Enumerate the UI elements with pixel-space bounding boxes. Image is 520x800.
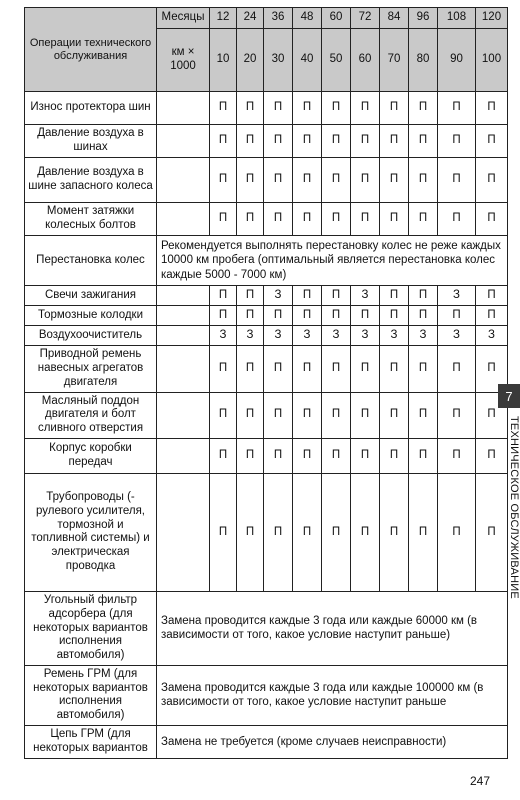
- schedule-cell: П: [210, 392, 237, 438]
- schedule-cell: П: [409, 92, 438, 125]
- maintenance-schedule-table: [24, 7, 508, 759]
- schedule-cell: П: [237, 286, 264, 306]
- schedule-cell: П: [438, 158, 476, 203]
- chapter-number-tab: 7: [498, 384, 520, 408]
- schedule-cell: П: [351, 306, 380, 326]
- schedule-cell: П: [264, 92, 293, 125]
- schedule-cell: П: [293, 438, 322, 473]
- schedule-cell: П: [264, 392, 293, 438]
- month-header: 60: [322, 8, 351, 29]
- schedule-cell: П: [351, 125, 380, 158]
- schedule-cell: П: [409, 158, 438, 203]
- schedule-cell: П: [380, 286, 409, 306]
- table-body: [25, 92, 508, 759]
- km-header: 70: [380, 29, 409, 92]
- table-row: [25, 591, 508, 665]
- month-header: 96: [409, 8, 438, 29]
- schedule-cell: П: [380, 203, 409, 236]
- operation-note: Замена не требуется (кроме случаев неисправности): [157, 726, 508, 759]
- km-label: км × 1000: [157, 29, 210, 92]
- schedule-cell: З: [351, 286, 380, 306]
- operation-name: Давление воздуха в шинах: [25, 125, 157, 158]
- schedule-cell: П: [237, 125, 264, 158]
- table-row: [25, 726, 508, 759]
- km-header: 60: [351, 29, 380, 92]
- schedule-cell: П: [293, 92, 322, 125]
- schedule-cell: П: [210, 306, 237, 326]
- schedule-cell: П: [438, 438, 476, 473]
- table-row: [25, 306, 508, 326]
- operation-note: Рекомендуется выполнять перестановку колес не реже каждых 10000 км пробега (оптимальный является перестановка колес каждые 5000 - 7000 км): [157, 236, 508, 286]
- schedule-cell: П: [351, 92, 380, 125]
- chapter-title: ТЕХНИЧЕСКОЕ ОБСЛУЖИВАНИЕ: [508, 415, 520, 599]
- schedule-cell: П: [293, 346, 322, 392]
- table-row: [25, 286, 508, 306]
- schedule-cell: П: [476, 92, 508, 125]
- schedule-cell: З: [380, 326, 409, 346]
- schedule-cell: П: [476, 203, 508, 236]
- schedule-cell: З: [264, 326, 293, 346]
- operation-name: Свечи зажигания: [25, 286, 157, 306]
- schedule-cell: П: [322, 286, 351, 306]
- schedule-cell: П: [293, 125, 322, 158]
- schedule-cell: П: [438, 92, 476, 125]
- month-header: 84: [380, 8, 409, 29]
- km-header: 90: [438, 29, 476, 92]
- empty-cell: [157, 346, 210, 392]
- schedule-cell: П: [264, 438, 293, 473]
- km-header: 80: [409, 29, 438, 92]
- schedule-cell: П: [476, 392, 508, 438]
- operation-name: Цепь ГРМ (для некоторых вариантов: [25, 726, 157, 759]
- schedule-cell: П: [409, 286, 438, 306]
- schedule-cell: П: [438, 346, 476, 392]
- schedule-cell: П: [293, 158, 322, 203]
- schedule-cell: П: [380, 158, 409, 203]
- schedule-cell: П: [210, 92, 237, 125]
- schedule-cell: П: [409, 125, 438, 158]
- schedule-cell: З: [438, 286, 476, 306]
- schedule-cell: П: [293, 286, 322, 306]
- operation-name: Тормозные колодки: [25, 306, 157, 326]
- schedule-cell: П: [351, 473, 380, 591]
- operation-note: Замена проводится каждые 3 года или каждые 60000 км (в зависимости от того, какое условие наступит раньше): [157, 591, 508, 665]
- schedule-cell: П: [293, 392, 322, 438]
- schedule-cell: П: [476, 125, 508, 158]
- schedule-cell: П: [210, 125, 237, 158]
- schedule-cell: П: [322, 158, 351, 203]
- empty-cell: [157, 92, 210, 125]
- table-row: [25, 125, 508, 158]
- schedule-cell: П: [438, 125, 476, 158]
- schedule-cell: П: [264, 125, 293, 158]
- schedule-cell: З: [293, 326, 322, 346]
- schedule-cell: П: [351, 203, 380, 236]
- schedule-cell: П: [351, 392, 380, 438]
- schedule-cell: П: [476, 306, 508, 326]
- empty-cell: [157, 473, 210, 591]
- table-row: [25, 392, 508, 438]
- schedule-cell: З: [237, 326, 264, 346]
- schedule-cell: П: [293, 306, 322, 326]
- empty-cell: [157, 326, 210, 346]
- schedule-cell: П: [409, 346, 438, 392]
- corner-header: Операции технического обслуживания: [25, 8, 157, 92]
- schedule-cell: П: [264, 158, 293, 203]
- schedule-cell: П: [237, 473, 264, 591]
- schedule-cell: П: [210, 286, 237, 306]
- schedule-cell: П: [264, 473, 293, 591]
- operation-name: Приводной ремень навесных агрегатов двигателя: [25, 346, 157, 392]
- month-header: 24: [237, 8, 264, 29]
- schedule-cell: П: [210, 346, 237, 392]
- month-header: 36: [264, 8, 293, 29]
- empty-cell: [157, 438, 210, 473]
- operation-name: Масляный поддон двигателя и болт сливного отверстия: [25, 392, 157, 438]
- operation-name: Давление воздуха в шине запасного колеса: [25, 158, 157, 203]
- schedule-cell: П: [380, 438, 409, 473]
- schedule-cell: П: [264, 306, 293, 326]
- km-header: 40: [293, 29, 322, 92]
- schedule-cell: П: [322, 125, 351, 158]
- schedule-cell: П: [476, 158, 508, 203]
- schedule-cell: П: [322, 438, 351, 473]
- schedule-cell: П: [409, 473, 438, 591]
- schedule-cell: П: [438, 203, 476, 236]
- schedule-cell: П: [210, 158, 237, 203]
- schedule-cell: П: [322, 92, 351, 125]
- schedule-cell: П: [438, 473, 476, 591]
- table-row: [25, 665, 508, 725]
- operation-name: Воздухоочиститель: [25, 326, 157, 346]
- table-row: [25, 158, 508, 203]
- page-number: 247: [469, 774, 490, 788]
- schedule-cell: П: [293, 203, 322, 236]
- schedule-cell: П: [351, 346, 380, 392]
- schedule-cell: П: [380, 392, 409, 438]
- empty-cell: [157, 392, 210, 438]
- schedule-cell: П: [351, 158, 380, 203]
- schedule-cell: П: [237, 346, 264, 392]
- schedule-cell: П: [264, 346, 293, 392]
- schedule-cell: П: [409, 203, 438, 236]
- table-header: [25, 8, 508, 92]
- schedule-cell: П: [409, 438, 438, 473]
- operation-name: Момент затяжки колесных болтов: [25, 203, 157, 236]
- month-header: 120: [476, 8, 508, 29]
- schedule-cell: П: [237, 392, 264, 438]
- table-row: [25, 473, 508, 591]
- schedule-cell: З: [322, 326, 351, 346]
- table-row: [25, 203, 508, 236]
- schedule-cell: З: [409, 326, 438, 346]
- month-header: 108: [438, 8, 476, 29]
- schedule-cell: З: [351, 326, 380, 346]
- schedule-cell: П: [476, 286, 508, 306]
- schedule-cell: П: [322, 346, 351, 392]
- schedule-cell: П: [380, 473, 409, 591]
- schedule-cell: П: [237, 438, 264, 473]
- operation-name: Перестановка колес: [25, 236, 157, 286]
- table-row: [25, 438, 508, 473]
- schedule-cell: З: [264, 286, 293, 306]
- table-row: [25, 326, 508, 346]
- operation-name: Трубопроводы (-рулевого усилителя, тормозной и топливной системы) и электрическая проводка: [25, 473, 157, 591]
- schedule-cell: П: [210, 473, 237, 591]
- month-header: 72: [351, 8, 380, 29]
- operation-name: Угольный фильтр адсорбера (для некоторых вариантов исполнения автомобиля): [25, 591, 157, 665]
- schedule-cell: П: [322, 203, 351, 236]
- km-header: 30: [264, 29, 293, 92]
- schedule-cell: П: [380, 346, 409, 392]
- empty-cell: [157, 286, 210, 306]
- schedule-cell: П: [237, 158, 264, 203]
- schedule-cell: П: [210, 438, 237, 473]
- schedule-cell: П: [210, 203, 237, 236]
- schedule-cell: З: [476, 326, 508, 346]
- month-header: 48: [293, 8, 322, 29]
- empty-cell: [157, 125, 210, 158]
- schedule-cell: П: [380, 306, 409, 326]
- schedule-cell: З: [438, 326, 476, 346]
- operation-name: Ремень ГРМ (для некоторых вариантов исполнения автомобиля): [25, 665, 157, 725]
- schedule-cell: П: [380, 125, 409, 158]
- schedule-cell: П: [438, 392, 476, 438]
- empty-cell: [157, 158, 210, 203]
- months-label: Месяцы: [157, 8, 210, 29]
- operation-name: Корпус коробки передач: [25, 438, 157, 473]
- schedule-cell: П: [351, 438, 380, 473]
- schedule-cell: П: [322, 473, 351, 591]
- km-header: 100: [476, 29, 508, 92]
- table-row: [25, 92, 508, 125]
- operation-name: Износ протектора шин: [25, 92, 157, 125]
- km-header: 50: [322, 29, 351, 92]
- empty-cell: [157, 203, 210, 236]
- schedule-cell: П: [237, 203, 264, 236]
- schedule-cell: З: [210, 326, 237, 346]
- schedule-cell: П: [293, 473, 322, 591]
- schedule-cell: П: [380, 92, 409, 125]
- table-row: [25, 346, 508, 392]
- schedule-cell: П: [476, 473, 508, 591]
- schedule-cell: П: [476, 438, 508, 473]
- km-header: 10: [210, 29, 237, 92]
- schedule-cell: П: [476, 346, 508, 392]
- schedule-cell: П: [264, 203, 293, 236]
- empty-cell: [157, 306, 210, 326]
- schedule-cell: П: [438, 306, 476, 326]
- schedule-cell: П: [409, 392, 438, 438]
- schedule-cell: П: [409, 306, 438, 326]
- month-header: 12: [210, 8, 237, 29]
- operation-note: Замена проводится каждые 3 года или каждые 100000 км (в зависимости от того, какое условие наступит раньше: [157, 665, 508, 725]
- schedule-cell: П: [237, 92, 264, 125]
- km-header: 20: [237, 29, 264, 92]
- schedule-cell: П: [322, 306, 351, 326]
- schedule-cell: П: [237, 306, 264, 326]
- table-row: [25, 236, 508, 286]
- schedule-cell: П: [322, 392, 351, 438]
